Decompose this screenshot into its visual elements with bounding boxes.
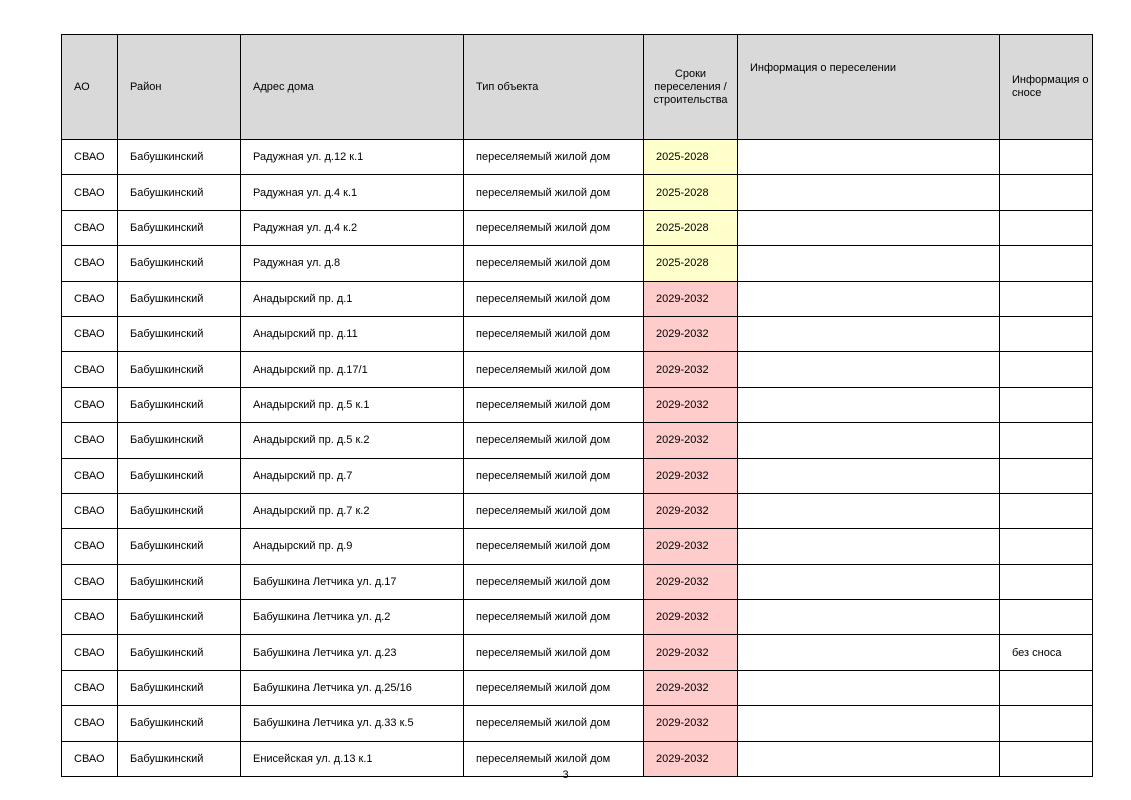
cell-demolition-info [1000, 140, 1093, 175]
table-row [62, 316, 1093, 351]
cell-demolition-info [1000, 210, 1093, 245]
cell-demolition-info [1000, 600, 1093, 635]
cell-address: Бабушкина Летчика ул. д.23 [241, 635, 464, 670]
cell-terms: 2029-2032 [644, 741, 738, 776]
table-row [62, 529, 1093, 564]
table-row [62, 493, 1093, 528]
cell-terms: 2025-2028 [644, 175, 738, 210]
cell-type: переселяемый жилой дом [464, 706, 644, 741]
cell-relocation-info [738, 175, 1000, 210]
cell-district: Бабушкинский [118, 281, 241, 316]
page-number: 3 [562, 769, 569, 781]
table-row [62, 458, 1093, 493]
header-ao: АО [62, 35, 118, 140]
cell-terms: 2029-2032 [644, 493, 738, 528]
cell-relocation-info [738, 387, 1000, 422]
cell-district: Бабушкинский [118, 352, 241, 387]
cell-demolition-info [1000, 493, 1093, 528]
cell-relocation-info [738, 246, 1000, 281]
cell-district: Бабушкинский [118, 493, 241, 528]
cell-type: переселяемый жилой дом [464, 210, 644, 245]
cell-terms: 2029-2032 [644, 706, 738, 741]
cell-terms: 2029-2032 [644, 352, 738, 387]
cell-type: переселяемый жилой дом [464, 741, 644, 776]
cell-district: Бабушкинский [118, 423, 241, 458]
cell-address: Анадырский пр. д.7 к.2 [241, 493, 464, 528]
cell-district: Бабушкинский [118, 564, 241, 599]
cell-type: переселяемый жилой дом [464, 423, 644, 458]
cell-ao: СВАО [62, 529, 118, 564]
cell-demolition-info [1000, 423, 1093, 458]
cell-address: Анадырский пр. д.7 [241, 458, 464, 493]
cell-type: переселяемый жилой дом [464, 352, 644, 387]
cell-district: Бабушкинский [118, 140, 241, 175]
cell-address: Радужная ул. д.8 [241, 246, 464, 281]
cell-relocation-info [738, 423, 1000, 458]
cell-type: переселяемый жилой дом [464, 281, 644, 316]
table-row [62, 246, 1093, 281]
header-terms: Сроки переселения / строительства [644, 35, 738, 140]
header-demolition-info: Информация о сносе [1000, 35, 1093, 140]
table-row [62, 706, 1093, 741]
cell-ao: СВАО [62, 670, 118, 705]
cell-type: переселяемый жилой дом [464, 670, 644, 705]
cell-type: переселяемый жилой дом [464, 387, 644, 422]
table-row [62, 175, 1093, 210]
cell-relocation-info [738, 140, 1000, 175]
cell-terms: 2029-2032 [644, 670, 738, 705]
table-header [62, 35, 1093, 140]
cell-terms: 2029-2032 [644, 316, 738, 351]
cell-terms: 2029-2032 [644, 387, 738, 422]
header-district: Район [118, 35, 241, 140]
cell-district: Бабушкинский [118, 210, 241, 245]
cell-ao: СВАО [62, 246, 118, 281]
cell-address: Анадырский пр. д.11 [241, 316, 464, 351]
cell-district: Бабушкинский [118, 706, 241, 741]
table-row [62, 564, 1093, 599]
cell-address: Анадырский пр. д.5 к.2 [241, 423, 464, 458]
cell-district: Бабушкинский [118, 387, 241, 422]
cell-address: Анадырский пр. д.9 [241, 529, 464, 564]
table-row [62, 600, 1093, 635]
cell-ao: СВАО [62, 210, 118, 245]
table-row [62, 670, 1093, 705]
cell-demolition-info [1000, 564, 1093, 599]
table-row [62, 281, 1093, 316]
cell-address: Радужная ул. д.4 к.1 [241, 175, 464, 210]
cell-terms: 2029-2032 [644, 281, 738, 316]
cell-ao: СВАО [62, 458, 118, 493]
cell-demolition-info [1000, 246, 1093, 281]
cell-demolition-info: без сноса [1000, 635, 1093, 670]
header-type: Тип объекта [464, 35, 644, 140]
cell-demolition-info [1000, 352, 1093, 387]
cell-district: Бабушкинский [118, 316, 241, 351]
cell-address: Анадырский пр. д.5 к.1 [241, 387, 464, 422]
cell-address: Анадырский пр. д.1 [241, 281, 464, 316]
cell-district: Бабушкинский [118, 670, 241, 705]
table-row [62, 352, 1093, 387]
cell-relocation-info [738, 706, 1000, 741]
relocation-table [61, 34, 1093, 777]
cell-relocation-info [738, 670, 1000, 705]
cell-type: переселяемый жилой дом [464, 493, 644, 528]
header-relocation-info: Информация о переселении [738, 35, 1000, 140]
cell-relocation-info [738, 316, 1000, 351]
cell-demolition-info [1000, 458, 1093, 493]
cell-terms: 2029-2032 [644, 529, 738, 564]
cell-terms: 2029-2032 [644, 423, 738, 458]
cell-terms: 2025-2028 [644, 246, 738, 281]
cell-relocation-info [738, 600, 1000, 635]
cell-ao: СВАО [62, 387, 118, 422]
table-row [62, 140, 1093, 175]
cell-address: Бабушкина Летчика ул. д.25/16 [241, 670, 464, 705]
cell-ao: СВАО [62, 564, 118, 599]
table-row [62, 387, 1093, 422]
cell-relocation-info [738, 635, 1000, 670]
cell-demolition-info [1000, 281, 1093, 316]
cell-relocation-info [738, 281, 1000, 316]
cell-address: Бабушкина Летчика ул. д.33 к.5 [241, 706, 464, 741]
cell-terms: 2029-2032 [644, 600, 738, 635]
cell-relocation-info [738, 352, 1000, 387]
cell-type: переселяемый жилой дом [464, 175, 644, 210]
header-address: Адрес дома [241, 35, 464, 140]
cell-ao: СВАО [62, 352, 118, 387]
cell-district: Бабушкинский [118, 246, 241, 281]
header-row [62, 35, 1093, 140]
cell-ao: СВАО [62, 140, 118, 175]
cell-district: Бабушкинский [118, 458, 241, 493]
cell-district: Бабушкинский [118, 741, 241, 776]
cell-relocation-info [738, 210, 1000, 245]
cell-relocation-info [738, 529, 1000, 564]
cell-demolition-info [1000, 387, 1093, 422]
cell-district: Бабушкинский [118, 175, 241, 210]
cell-terms: 2029-2032 [644, 458, 738, 493]
cell-demolition-info [1000, 529, 1093, 564]
table-body [62, 140, 1093, 777]
table-row [62, 210, 1093, 245]
cell-ao: СВАО [62, 706, 118, 741]
cell-ao: СВАО [62, 316, 118, 351]
cell-type: переселяемый жилой дом [464, 635, 644, 670]
cell-ao: СВАО [62, 493, 118, 528]
cell-address: Енисейская ул. д.13 к.1 [241, 741, 464, 776]
table-row [62, 635, 1093, 670]
cell-relocation-info [738, 493, 1000, 528]
cell-demolition-info [1000, 316, 1093, 351]
cell-type: переселяемый жилой дом [464, 564, 644, 599]
cell-type: переселяемый жилой дом [464, 529, 644, 564]
cell-address: Бабушкина Летчика ул. д.2 [241, 600, 464, 635]
cell-type: переселяемый жилой дом [464, 140, 644, 175]
cell-relocation-info [738, 458, 1000, 493]
cell-relocation-info [738, 564, 1000, 599]
cell-ao: СВАО [62, 741, 118, 776]
cell-ao: СВАО [62, 635, 118, 670]
cell-ao: СВАО [62, 600, 118, 635]
cell-address: Анадырский пр. д.17/1 [241, 352, 464, 387]
cell-demolition-info [1000, 670, 1093, 705]
cell-type: переселяемый жилой дом [464, 600, 644, 635]
cell-type: переселяемый жилой дом [464, 316, 644, 351]
table-row [62, 423, 1093, 458]
cell-district: Бабушкинский [118, 529, 241, 564]
cell-type: переселяемый жилой дом [464, 246, 644, 281]
cell-terms: 2025-2028 [644, 140, 738, 175]
cell-address: Радужная ул. д.4 к.2 [241, 210, 464, 245]
cell-ao: СВАО [62, 175, 118, 210]
cell-terms: 2029-2032 [644, 635, 738, 670]
cell-type: переселяемый жилой дом [464, 458, 644, 493]
cell-district: Бабушкинский [118, 635, 241, 670]
cell-terms: 2029-2032 [644, 564, 738, 599]
cell-terms: 2025-2028 [644, 210, 738, 245]
cell-ao: СВАО [62, 281, 118, 316]
cell-address: Радужная ул. д.12 к.1 [241, 140, 464, 175]
cell-ao: СВАО [62, 423, 118, 458]
cell-address: Бабушкина Летчика ул. д.17 [241, 564, 464, 599]
cell-demolition-info [1000, 175, 1093, 210]
cell-district: Бабушкинский [118, 600, 241, 635]
cell-demolition-info [1000, 706, 1093, 741]
